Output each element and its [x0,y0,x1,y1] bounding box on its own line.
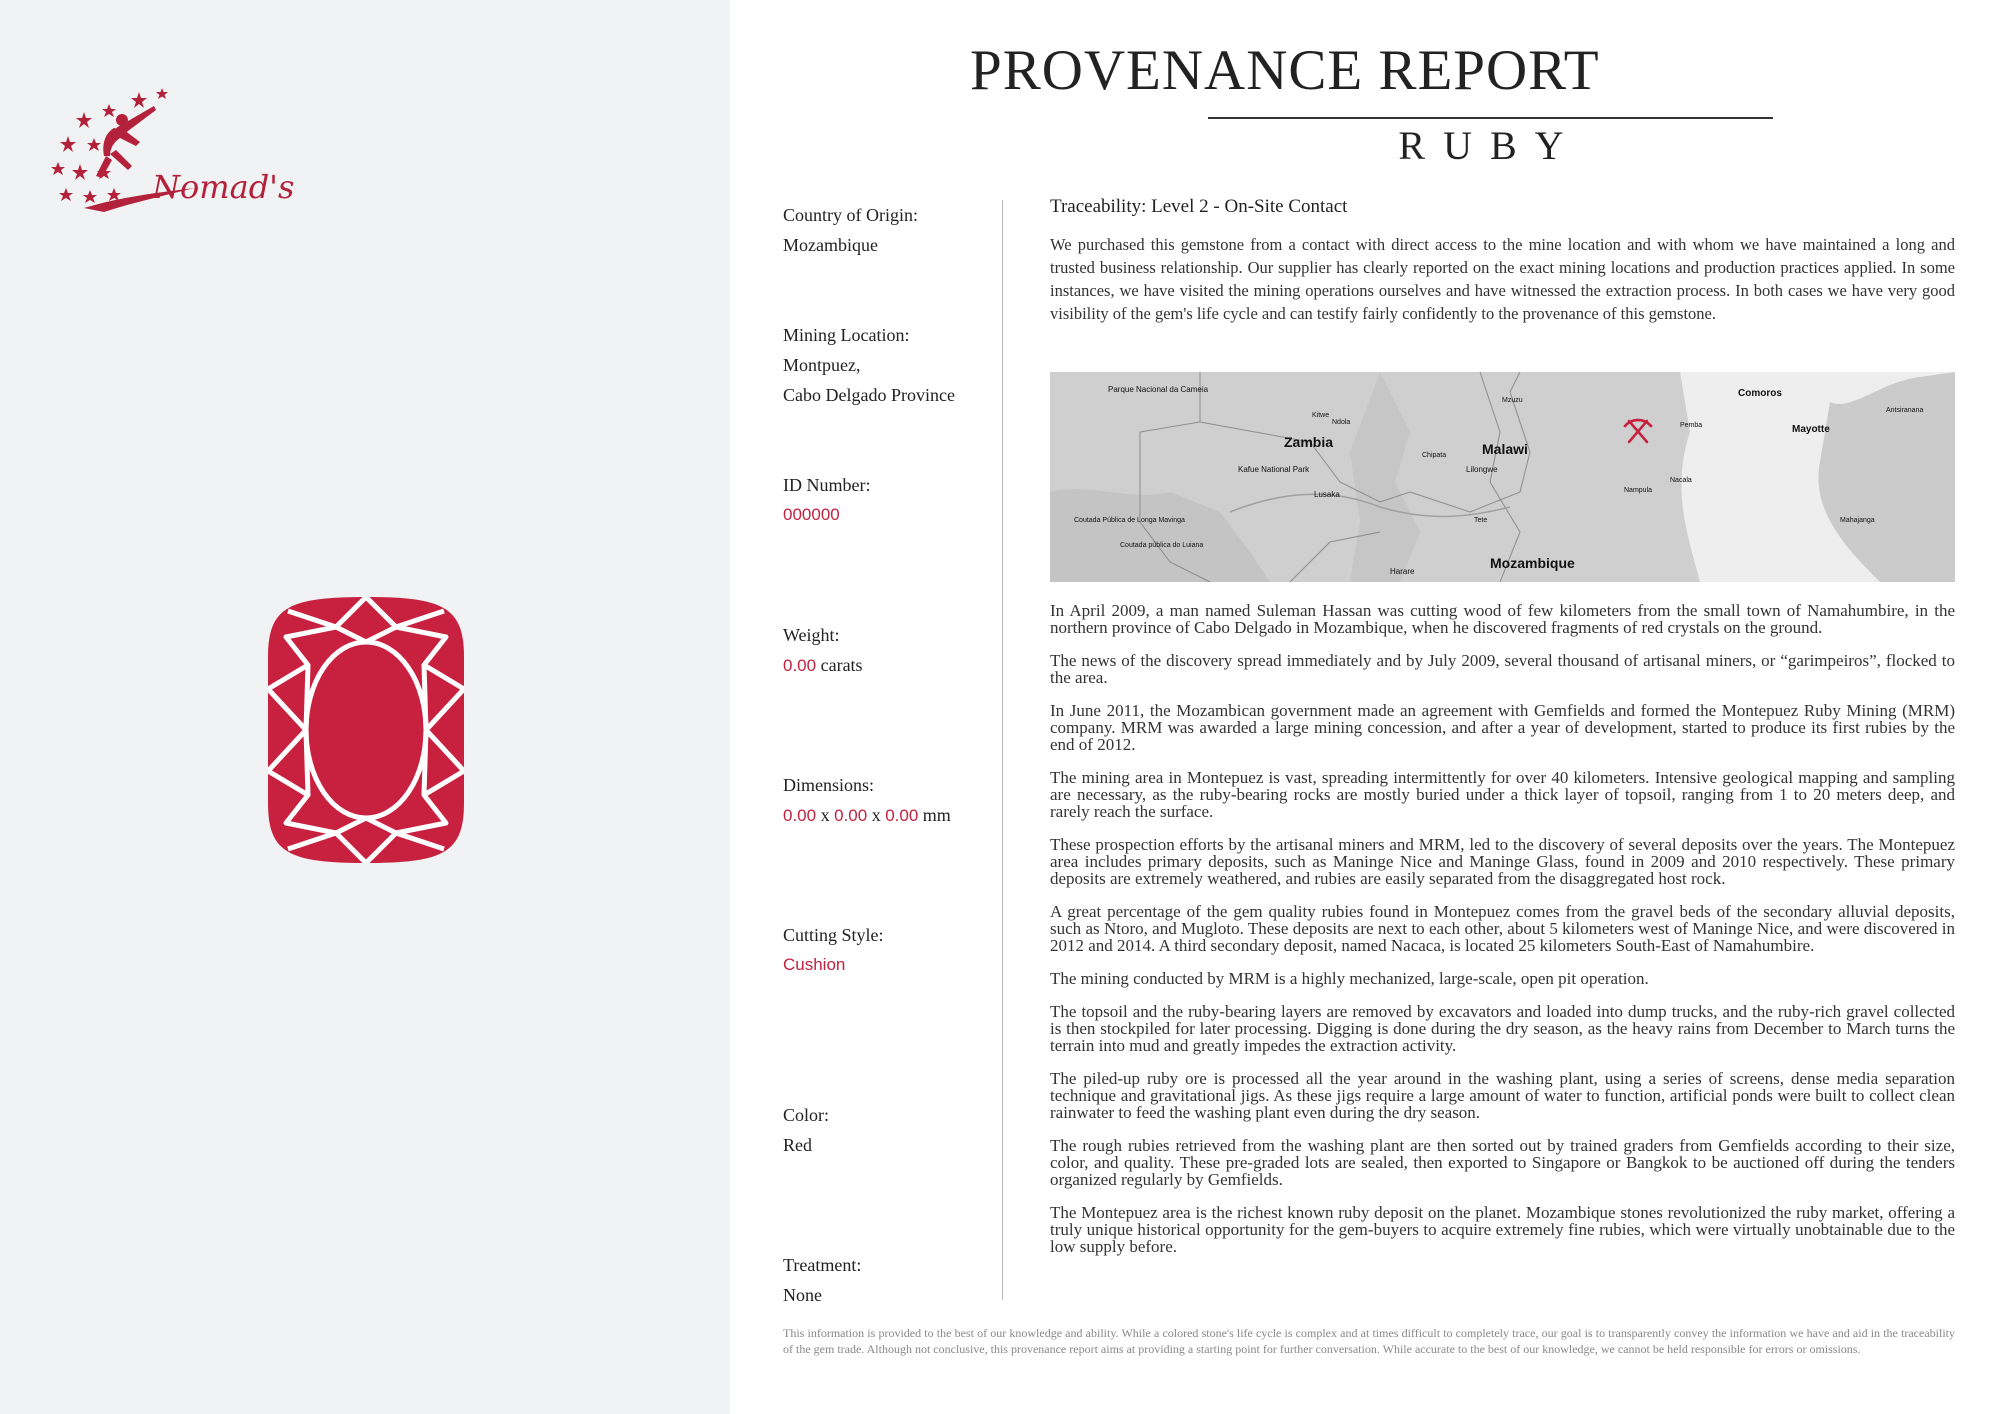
map-label-zambia: Zambia [1284,434,1334,450]
story-paragraph: The rough rubies retrieved from the washing plant are then sorted out by trained graders from Gemfields according to their size, color, and quality. These pre-graded lots are sealed, then exported to Singapore or Bangkok to be auctioned off during the tenders organized regularly by Gemfields. [1050,1136,1955,1189]
field-mining-location [783,320,1023,410]
traceability-description: We purchased this gemstone from a contact with direct access to the mine location and with whom we have maintained a long and trusted business relationship. Our supplier has clearly reported on the exact mining locations and production practices applied. In some instances, we have visited the mining operations ourselves and have witnessed the extraction process. In both cases we have very good visibility of the gem's life cycle and can testify fairly confidently to the provenance of this gemstone. [1050,235,1955,323]
disclaimer: This information is provided to the best of our knowledge and ability. While a colored stone's life cycle is complex and at times difficult to completely trace, our goal is to transparently convey the information we have and aid in the traceability of the gem trade. Although not conclusive, this provenance report aims at providing a starting point for further conversation. While accurate to the best of our knowledge, we cannot be held responsible for errors or omissions. [783,1326,1955,1356]
field-color-label: Color: [783,1105,830,1125]
field-mining-location-line-1: Montpuez, [783,355,861,375]
field-treatment-value: None [783,1285,822,1305]
story-paragraph: These prospection efforts by the artisanal miners and MRM, led to the discovery of several deposits over the years. The Montepuez area includes primary deposits, such as Maninge Nice and Maninge Glass, found in 2009 and 2010 respectively. These primary deposits are extremely weathered, and rubies are easily separated from the disaggregated host rock. [1050,835,1955,888]
provenance-story [1050,602,1955,1271]
map-label-mayotte: Mayotte [1792,424,1830,435]
field-dimensions-depth: 0.00 [885,806,919,825]
field-country [783,200,1023,260]
field-treatment-label: Treatment: [783,1255,862,1275]
logo-text: Nomad's [152,168,295,206]
traceability-level: Traceability: Level 2 - On-Site Contact [1050,196,1348,217]
field-cutting-style-label: Cutting Style: [783,925,884,945]
field-id-number-value: 000000 [783,505,840,524]
map-label-nacala: Nacala [1670,477,1692,484]
story-paragraph: The mining area in Montepuez is vast, spreading intermittently for over 40 kilometers. Intensive geological mapping and sampling are necessary, as the ruby-bearing rocks are mostly buried under a thick layer of topsoil, ranging from 1 to 20 meters deep, and rarely reach the surface. [1050,768,1955,821]
field-id-number [783,470,1023,530]
field-cutting-style-value: Cushion [783,955,846,974]
map-label-tete: Tete [1474,517,1488,524]
field-treatment [783,1250,1023,1310]
title-rule [1208,117,1773,119]
map-label-mzuzu: Mzuzu [1502,397,1523,404]
story-paragraph: The news of the discovery spread immediately and by July 2009, several thousand of artisanal miners, or “garimpeiros”, flocked to the area. [1050,651,1955,687]
map-label-malawi: Malawi [1482,441,1528,457]
map-label-lilongwe: Lilongwe [1466,465,1498,474]
field-country-value: Mozambique [783,235,878,255]
column-divider [1002,200,1003,1300]
map-label-nampula: Nampula [1624,487,1653,494]
story-paragraph: The topsoil and the ruby-bearing layers are removed by excavators and loaded into dump trucks, and the ruby-rich gravel collected is then stockpiled for later processing. Digging is done during the dry season, as the heavy rains from December to March turns the terrain into mud and greatly impedes the extraction activity. [1050,1002,1955,1055]
report-title: PROVENANCE REPORT [970,39,1600,102]
map-label-mozambique: Mozambique [1490,555,1575,571]
story-paragraph: The Montepuez area is the richest known ruby deposit on the planet. Mozambique stones revolutionized the ruby market, offering a truly unique historical opportunity for the gem-buyers to acquire extremely fine rubies, which were virtually unobtainable due to the low supply before. [1050,1203,1955,1256]
map-label-comoros: Comoros [1738,388,1782,399]
field-color [783,1100,1023,1160]
field-mining-location-line-2: Cabo Delgado Province [783,385,955,405]
left-panel [0,0,730,1414]
map-label-chipata: Chipata [1422,452,1447,459]
story-paragraph: The piled-up ruby ore is processed all the year around in the washing plant, using a series of screens, dense media separation technique and gravitational jigs. As these jigs require a large amount of water to function, artificial ponds were built to collect clean rainwater to feed the washing plant even during the dry season. [1050,1069,1955,1122]
field-dimensions-length: 0.00 [783,806,817,825]
field-dimensions [783,770,1023,831]
origin-map [1050,372,1955,582]
map-label-ndola: Ndola [1332,419,1351,426]
map-label-harare: Harare [1390,567,1415,576]
field-color-value: Red [783,1135,812,1155]
map-label-lusaka: Lusaka [1314,490,1340,499]
map-label-kitwe: Kitwe [1312,412,1330,419]
field-weight-unit: carats [820,655,863,675]
field-dimensions-label: Dimensions: [783,775,875,795]
story-paragraph: The mining conducted by MRM is a highly mechanized, large-scale, open pit operation. [1050,969,1649,988]
field-dimensions-sep-1: x [820,805,830,825]
nomads-logo [44,84,304,214]
traceability-section [1050,196,1955,325]
field-id-number-label: ID Number: [783,475,871,495]
map-label-pemba: Pemba [1680,422,1703,429]
map-label-antsiranana: Antsiranana [1886,407,1924,414]
map-label-coutada: Coutada Pública de Longa Mavinga [1074,517,1185,524]
field-cutting-style [783,920,1023,980]
map-label-parque: Parque Nacional da Cameia [1108,385,1209,394]
field-country-label: Country of Origin: [783,205,918,225]
cushion-gem-icon [268,597,464,863]
map-label-kafue: Kafue National Park [1238,465,1310,474]
story-paragraph: In June 2011, the Mozambican government made an agreement with Gemfields and formed the Montepuez Ruby Mining (MRM) company. MRM was awarded a large mining concession, and after a year of development, started to produce its first rubies by the end of 2012. [1050,701,1955,754]
report-subtitle: RUBY [1398,123,1582,168]
field-weight [783,620,1023,681]
field-dimensions-unit: mm [922,805,951,825]
field-weight-value: 0.00 [783,656,817,675]
story-paragraph: In April 2009, a man named Suleman Hassan was cutting wood of few kilometers from the small town of Namahumbire, in the northern province of Cabo Delgado in Mozambique, when he discovered fragments of red crystals on the ground. [1050,601,1955,637]
field-dimensions-sep-2: x [871,805,881,825]
map-label-mahajanga: Mahajanga [1840,517,1875,524]
field-mining-location-label: Mining Location: [783,325,910,345]
story-paragraph: A great percentage of the gem quality rubies found in Montepuez comes from the gravel beds of the secondary alluvial deposits, such as Ntoro, and Mugloto. These deposits are next to each other, about 5 kilometers west of Maninge Nice, and were discovered in 2012 and 2014. A third secondary deposit, named Nacaca, is located 25 kilometers South-East of Namahumbire. [1050,902,1955,955]
field-weight-label: Weight: [783,625,840,645]
map-label-coutada2: Coutada pública do Luiana [1120,542,1204,549]
field-dimensions-width: 0.00 [834,806,868,825]
